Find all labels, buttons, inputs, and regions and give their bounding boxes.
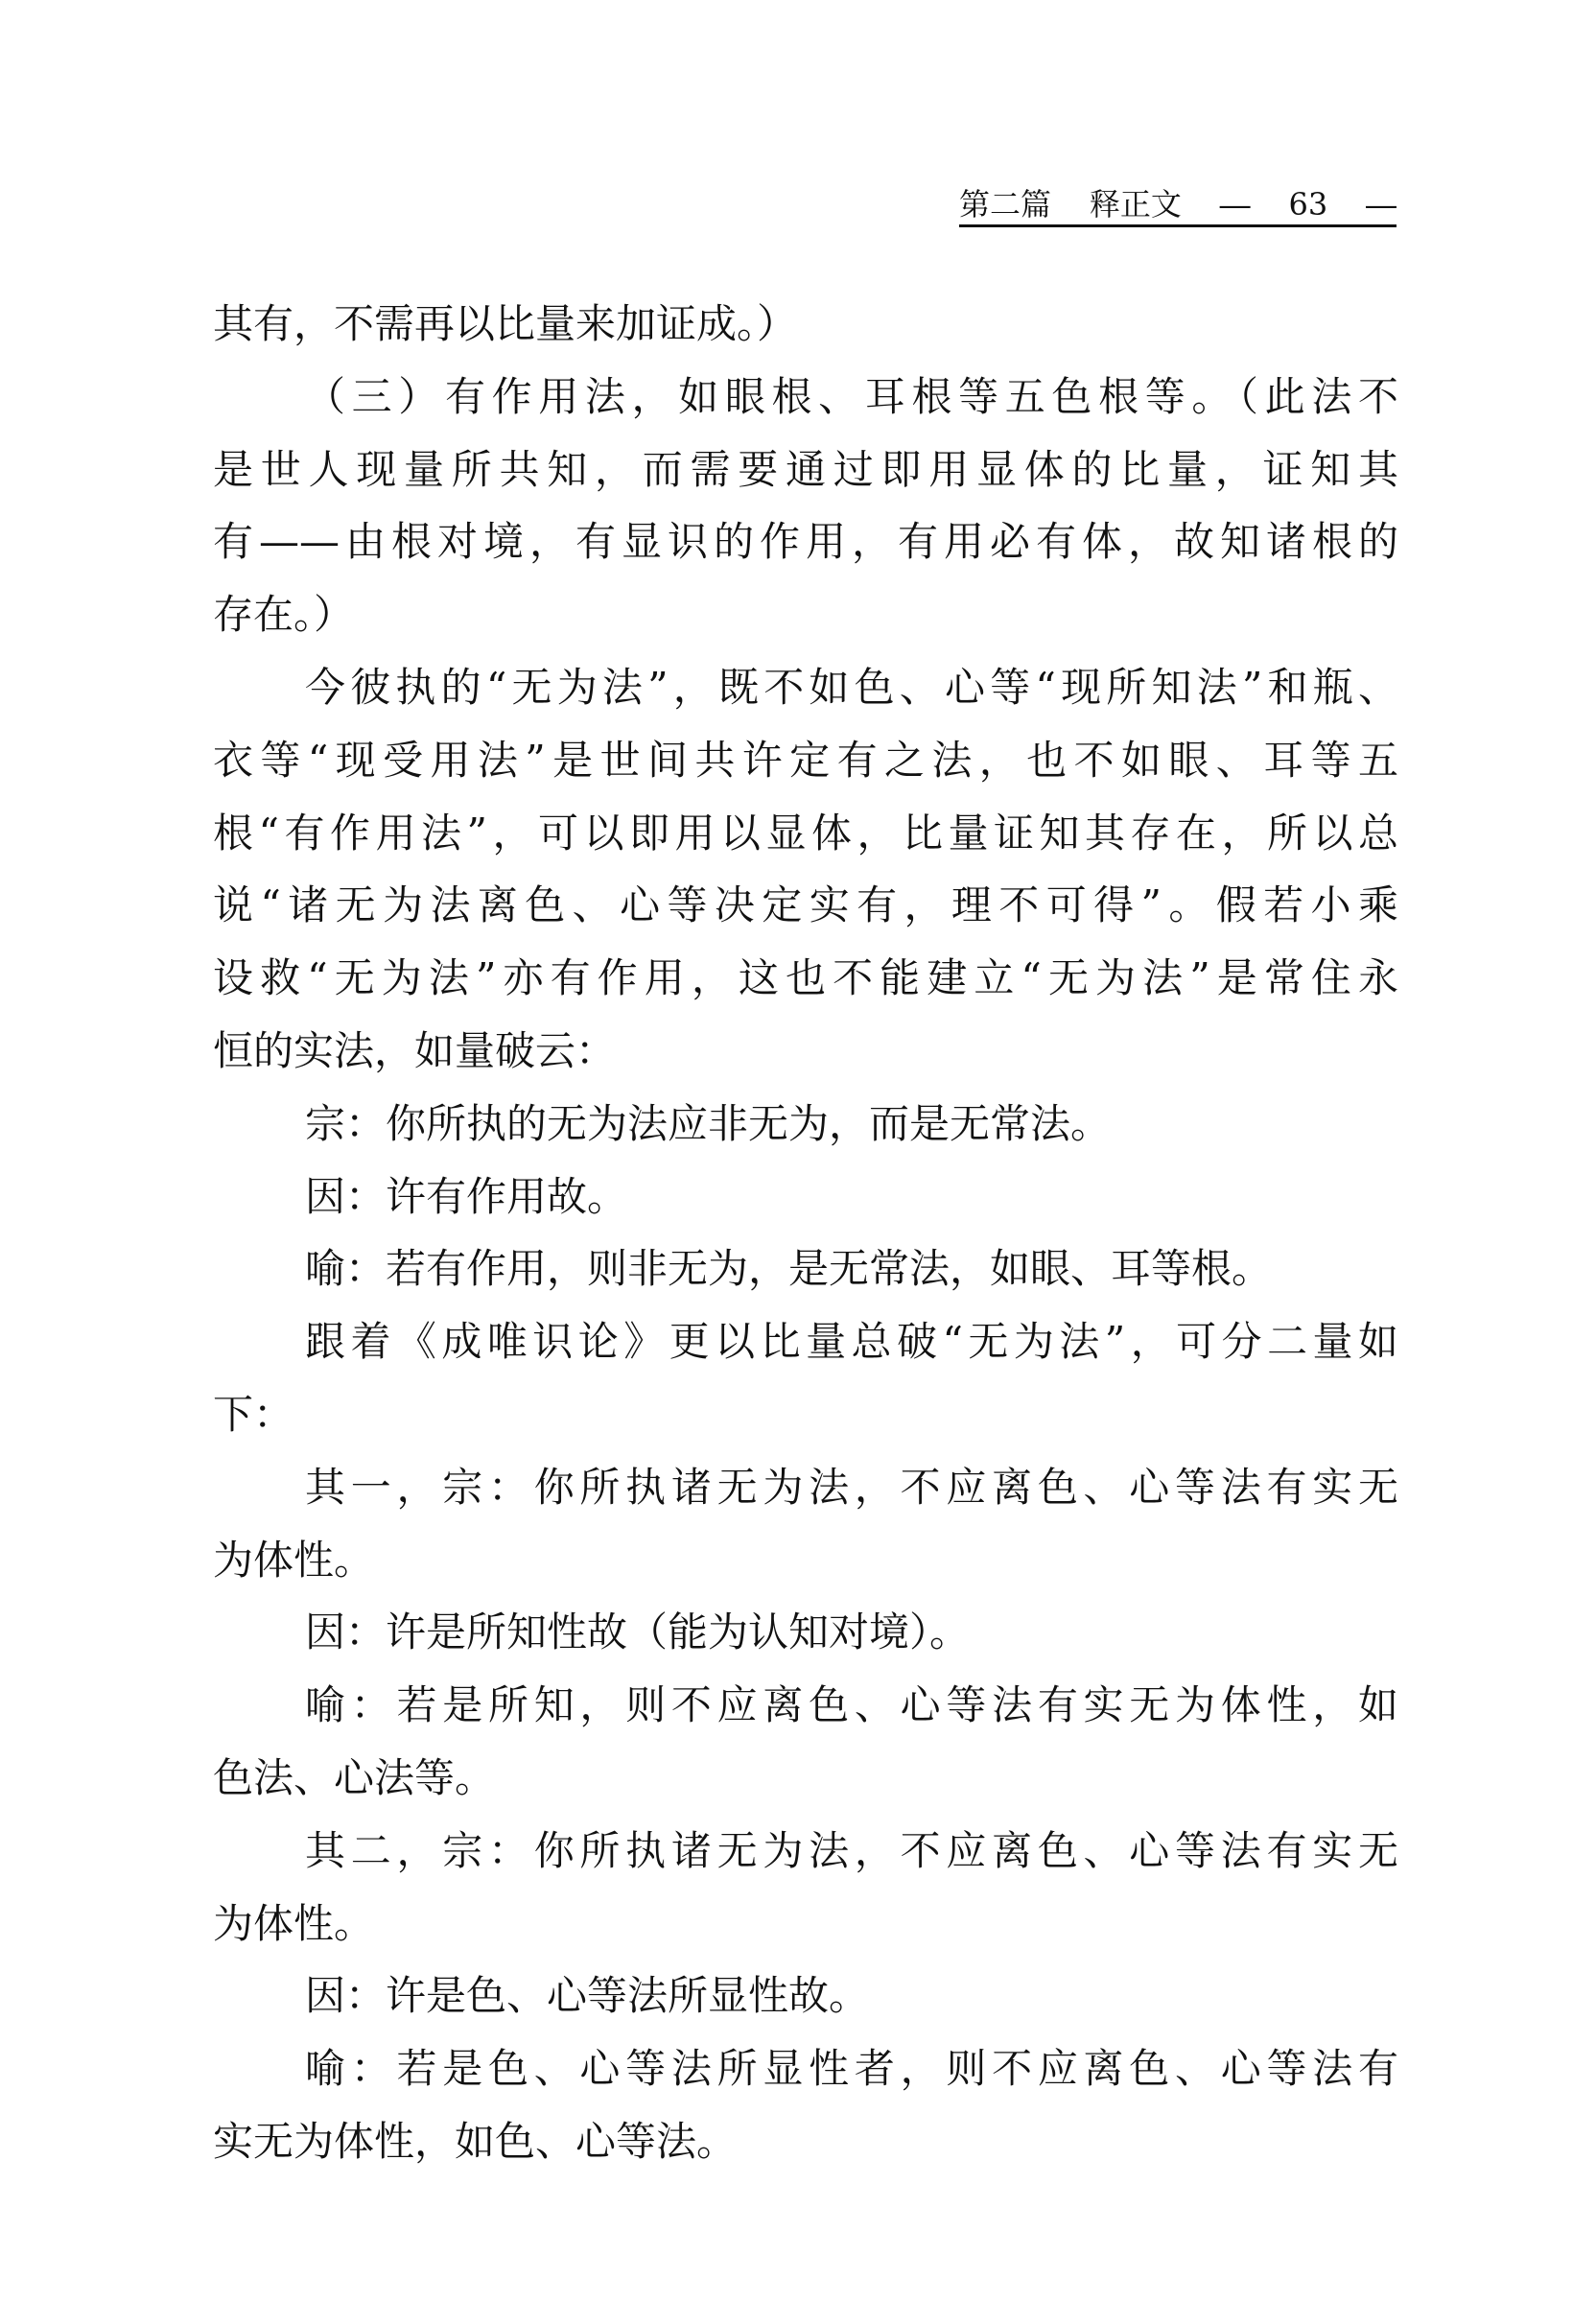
text-line: 衣等“现受用法”是世间共许定有之法，也不如眼、耳等五 [213, 736, 1398, 784]
text-line: 因：许是所知性故（能为认知对境）。 [305, 1608, 971, 1656]
text-line: 恒的实法，如量破云： [213, 1026, 617, 1074]
text-line: 根“有作用法”，可以即用以显体，比量证知其存在，所以总 [213, 809, 1398, 857]
page-number-dash-left: — [1219, 187, 1251, 222]
text-line: 喻：若是色、心等法所显性者，则不应离色、心等法有 [305, 2045, 1398, 2093]
page-number-dash-right: — [1366, 187, 1396, 222]
text-line: 喻：若有作用，则非无为，是无常法，如眼、耳等根。 [305, 1245, 1273, 1293]
text-line: 说“诸无为法离色、心等决定实有，理不可得”。假若小乘 [213, 881, 1398, 929]
header-section: 第二篇 [959, 186, 1052, 223]
text-line: 其一，宗：你所执诸无为法，不应离色、心等法有实无 [305, 1463, 1398, 1511]
page-number: 63 [1288, 186, 1328, 223]
text-line: 为体性。 [213, 1536, 375, 1584]
text-line: 存在。） [213, 591, 355, 639]
text-line: 跟着《成唯识论》更以比量总破“无为法”，可分二量如 [305, 1318, 1398, 1366]
header-chapter: 释正文 [1089, 186, 1182, 223]
text-line: 设救“无为法”亦有作用，这也不能建立“无为法”是常住永 [213, 954, 1398, 1002]
text-line: 其有，不需再以比量来加证成。） [213, 300, 798, 347]
running-header [959, 180, 1396, 227]
text-line: 为体性。 [213, 1899, 375, 1947]
text-line: 因：许是色、心等法所显性故。 [305, 1972, 870, 2020]
text-line: 因：许有作用故。 [305, 1172, 628, 1220]
text-line: 实无为体性，如色、心等法。 [213, 2117, 738, 2165]
text-line: 是世人现量所共知，而需要通过即用显体的比量，证知其 [213, 445, 1398, 493]
text-line: 喻：若是所知，则不应离色、心等法有实无为体性，如 [305, 1681, 1398, 1729]
text-line: 今彼执的“无为法”，既不如色、心等“现所知法”和瓶、 [305, 663, 1398, 711]
text-line: 其二，宗：你所执诸无为法，不应离色、心等法有实无 [305, 1826, 1398, 1874]
text-line: 色法、心法等。 [213, 1753, 496, 1801]
page-body-text [213, 288, 1398, 2178]
text-line: 下： [213, 1390, 294, 1438]
text-line: （三）有作用法，如眼根、耳根等五色根等。（此法不 [305, 372, 1398, 420]
text-line: 宗：你所执的无为法应非无为，而是无常法。 [305, 1099, 1112, 1147]
text-line: 有——由根对境，有显识的作用，有用必有体，故知诸根的 [213, 518, 1398, 566]
